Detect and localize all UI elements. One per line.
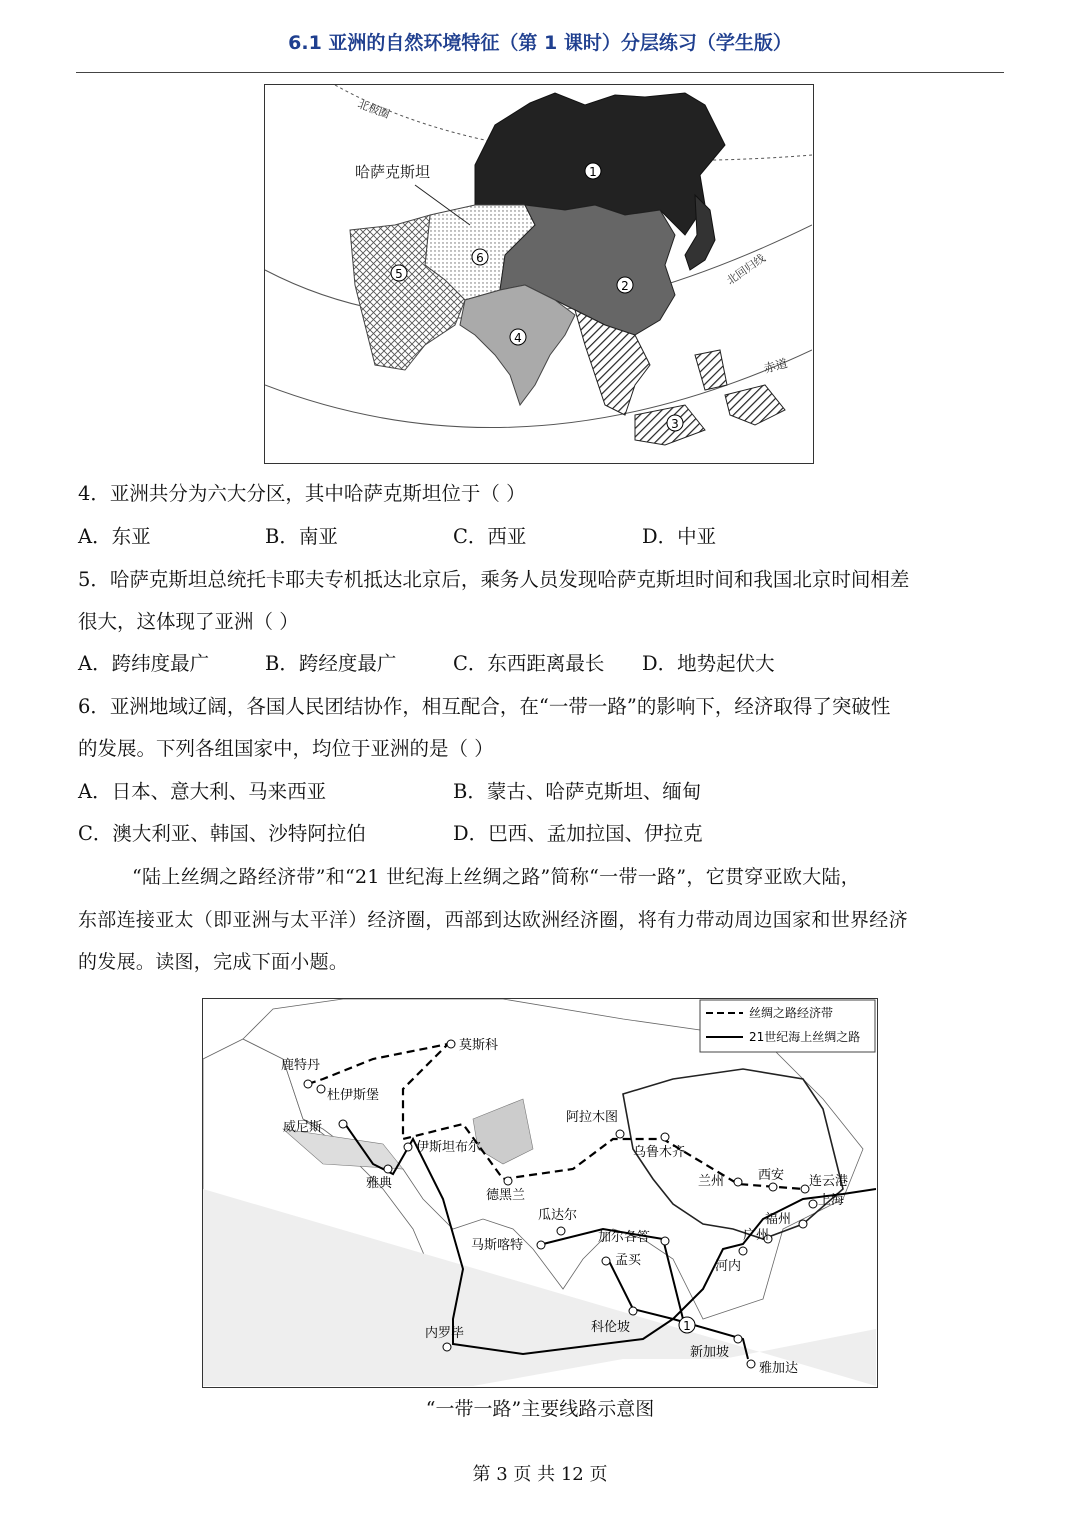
- svg-text:科伦坡: 科伦坡: [591, 1320, 631, 1335]
- svg-text:2: 2: [621, 279, 629, 293]
- question-6-stem-line1: 6．亚洲地域辽阔，各国人民团结协作，相互配合，在“一带一路”的影响下，经济取得了突破性: [78, 695, 891, 718]
- city-athens: [366, 1165, 393, 1191]
- q6-option-d[interactable]: D．巴西、孟加拉国、伊拉克: [453, 822, 703, 845]
- question-6-stem-line2: 的发展。下列各组国家中，均位于亚洲的是（ ）: [78, 737, 494, 760]
- equator-label: 赤道: [762, 356, 789, 376]
- route-marker-1: [679, 1317, 695, 1333]
- svg-text:鹿特丹: 鹿特丹: [281, 1058, 321, 1073]
- passage-line3: 的发展。读图，完成下面小题。: [78, 951, 349, 973]
- svg-text:马斯喀特: 马斯喀特: [471, 1238, 524, 1253]
- svg-text:5: 5: [395, 267, 403, 281]
- city-guangzhou: [743, 1228, 772, 1243]
- philippines-shape: [695, 350, 727, 390]
- svg-text:1: 1: [589, 165, 597, 179]
- svg-text:4: 4: [514, 331, 522, 345]
- new-guinea-shape: [725, 385, 785, 425]
- q6-option-b[interactable]: B．蒙古、哈萨克斯坦、缅甸: [453, 780, 702, 803]
- svg-text:加尔各答: 加尔各答: [598, 1230, 651, 1245]
- svg-text:阿拉木图: 阿拉木图: [566, 1110, 619, 1125]
- kazakhstan-label: 哈萨克斯坦: [355, 163, 431, 181]
- legend-sea-label: 21世纪海上丝绸之路: [749, 1030, 861, 1044]
- belt-road-map-svg: [203, 999, 876, 1386]
- q4-option-a[interactable]: A．东亚: [78, 525, 151, 548]
- city-istanbul: [404, 1139, 481, 1155]
- svg-text:新加坡: 新加坡: [690, 1345, 730, 1360]
- q5-option-a[interactable]: A．跨纬度最广: [78, 652, 210, 675]
- svg-text:西安: 西安: [758, 1168, 785, 1183]
- svg-text:河内: 河内: [715, 1259, 742, 1274]
- q4-option-b[interactable]: B．南亚: [265, 525, 338, 548]
- arctic-circle-label: 北极圈: [355, 97, 392, 122]
- question-5-stem-line1: 5．哈萨克斯坦总统托卡耶夫专机抵达北京后，乘务人员发现哈萨克斯坦时间和我国北京时间相差: [78, 568, 910, 591]
- passage-line2: 东部连接亚太（即亚洲与太平洋）经济圈，西部到达欧洲经济圈，将有力带动周边国家和世界经济: [78, 909, 908, 931]
- q5-option-d[interactable]: D．地势起伏大: [642, 652, 775, 675]
- region-5-marker: [391, 265, 407, 281]
- svg-text:杜伊斯堡: 杜伊斯堡: [327, 1088, 380, 1103]
- svg-text:连云港: 连云港: [809, 1174, 849, 1189]
- city-duisburg: [317, 1085, 379, 1103]
- svg-text:伊斯坦布尔: 伊斯坦布尔: [416, 1140, 482, 1155]
- svg-text:瓜达尔: 瓜达尔: [538, 1208, 578, 1223]
- region-3-marker: [667, 415, 683, 431]
- belt-road-map: [202, 998, 878, 1388]
- svg-text:莫斯科: 莫斯科: [459, 1038, 499, 1053]
- svg-text:福州: 福州: [765, 1212, 792, 1227]
- svg-text:威尼斯: 威尼斯: [283, 1120, 323, 1135]
- passage-line1: “陆上丝绸之路经济带”和“21 世纪海上丝绸之路”简称“一带一路”，它贯穿亚欧大陆，: [132, 866, 861, 888]
- q4-option-c[interactable]: C．西亚: [453, 525, 527, 548]
- legend-land-label: 丝绸之路经济带: [749, 1006, 834, 1020]
- question-4-stem: 4．亚洲共分为六大分区，其中哈萨克斯坦位于（ ）: [78, 482, 526, 505]
- svg-text:6: 6: [476, 251, 484, 265]
- q6-option-c[interactable]: C．澳大利亚、韩国、沙特阿拉伯: [78, 822, 366, 845]
- svg-text:内罗毕: 内罗毕: [425, 1326, 465, 1341]
- asia-regions-map-svg: [265, 85, 812, 462]
- svg-text:上海: 上海: [818, 1193, 845, 1208]
- region-1-marker: [585, 163, 601, 179]
- city-jakarta: [747, 1360, 798, 1376]
- q4-option-d[interactable]: D．中亚: [642, 525, 717, 548]
- svg-text:雅典: 雅典: [366, 1176, 393, 1191]
- svg-text:兰州: 兰州: [698, 1174, 725, 1189]
- svg-text:3: 3: [671, 417, 679, 431]
- question-5-stem-line2: 很大，这体现了亚洲（ ）: [78, 610, 299, 633]
- q6-option-a[interactable]: A．日本、意大利、马来西亚: [78, 780, 327, 803]
- page-footer: 第 3 页 共 12 页: [472, 1464, 608, 1485]
- asia-regions-map: [264, 84, 814, 464]
- svg-text:德黑兰: 德黑兰: [486, 1188, 526, 1203]
- q5-option-b[interactable]: B．跨经度最广: [265, 652, 397, 675]
- tropic-label: 北回归线: [724, 251, 768, 288]
- region-2-marker: [617, 277, 633, 293]
- q5-option-c[interactable]: C．东西距离最长: [453, 652, 605, 675]
- header-divider: [76, 72, 1004, 73]
- svg-text:孟买: 孟买: [615, 1253, 642, 1268]
- page-header-title: 6.1 亚洲的自然环境特征（第 1 课时）分层练习（学生版）: [288, 32, 792, 54]
- svg-text:乌鲁木齐: 乌鲁木齐: [633, 1145, 686, 1160]
- svg-text:雅加达: 雅加达: [759, 1361, 799, 1376]
- region-4-marker: [510, 329, 526, 345]
- svg-text:广州: 广州: [743, 1228, 770, 1243]
- map-caption: “一带一路”主要线路示意图: [425, 1398, 655, 1420]
- region-6-marker: [472, 249, 488, 265]
- svg-text:1: 1: [683, 1319, 691, 1333]
- city-mumbai: [602, 1253, 642, 1268]
